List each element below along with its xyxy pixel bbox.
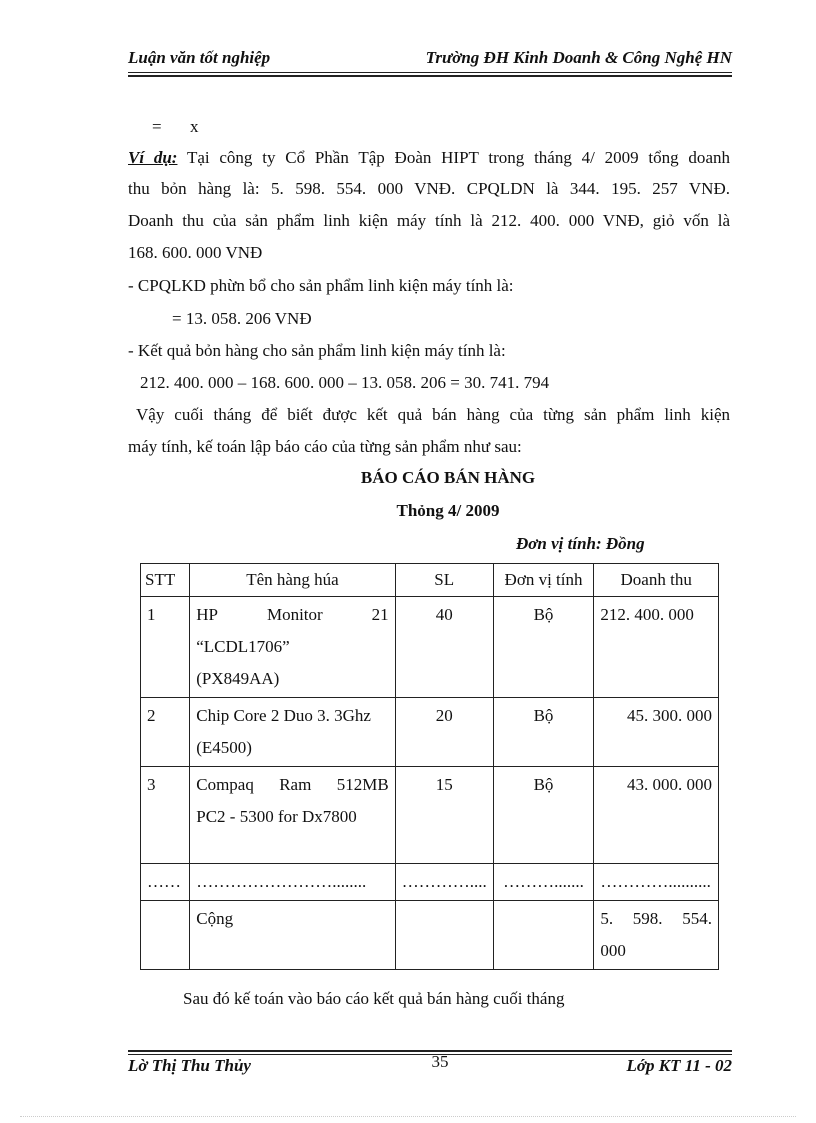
- row-1-name-line-1: [196, 599, 388, 631]
- row-3-name-word-1: Compaq: [196, 775, 254, 794]
- total-part-1: 5.: [600, 909, 614, 928]
- row-ellipsis-unit: ……….......: [493, 864, 594, 901]
- page-header: [128, 48, 732, 74]
- row-3-qty: 15: [395, 767, 493, 864]
- footer-class: Lớp KT 11 - 02: [626, 1056, 732, 1075]
- col-header-stt: STT: [141, 564, 190, 597]
- result-calculation: 212. 400. 000 – 168. 600. 000 – 13. 058. 206 = 30. 741. 794: [140, 373, 550, 392]
- row-3-name: [190, 767, 395, 864]
- cpqlkd-value: = 13. 058. 206 VNĐ: [172, 309, 312, 328]
- row-1-unit: Bộ: [493, 597, 594, 698]
- table-row: [141, 597, 719, 698]
- row-1-name-line-2: “LCDL1706”: [196, 637, 290, 656]
- row-3-name-line-2: PC2 - 5300 for Dx7800: [196, 807, 357, 826]
- col-header-revenue: Doanh thu: [594, 564, 719, 597]
- row-2-stt: 2: [141, 698, 190, 767]
- table-total-row: [141, 901, 719, 970]
- example-line-3: Doanh thu của sản phẩm linh kiện máy tính là 212. 400. 000 VNĐ, giỏ vốn là: [128, 211, 730, 230]
- table-header-row: [141, 564, 719, 597]
- example-line-1-text: Tại công ty Cổ Phần Tập Đoàn HIPT trong tháng 4/ 2009 tổng doanh: [186, 148, 730, 167]
- row-2-unit: Bộ: [493, 698, 594, 767]
- header-thesis-title: Luận văn tốt nghiệp: [128, 48, 271, 67]
- row-2-name-line-2: (E4500): [196, 738, 252, 757]
- formula-equals: =: [152, 117, 162, 136]
- row-ellipsis-stt: ……: [141, 864, 190, 901]
- report-title: BÁO CÁO BÁN HÀNG: [360, 468, 536, 487]
- row-1-name-word-1: HP: [196, 605, 218, 624]
- row-1-stt: 1: [141, 597, 190, 698]
- row-3-unit: Bộ: [493, 767, 594, 864]
- header-rule-thin: [128, 72, 732, 73]
- header-university: Trường ĐH Kinh Doanh & Công Nghệ HN: [425, 48, 732, 67]
- row-1-name-word-3: 21: [371, 605, 389, 624]
- sales-report-table: [140, 563, 719, 970]
- example-line-4: 168. 600. 000 VNĐ: [128, 243, 263, 262]
- example-line-1: [128, 147, 730, 169]
- row-1-name-word-2: Monitor: [266, 605, 323, 624]
- closing-line-1: Vậy cuối tháng để biết được kết quả bán hàng của từng sản phẩm linh kiện: [136, 405, 730, 424]
- table-row: [141, 767, 719, 864]
- page-number: 35: [431, 1052, 449, 1071]
- row-2-name-line-1: Chip Core 2 Duo 3. 3Ghz: [196, 706, 371, 725]
- row-ellipsis-qty: …………....: [395, 864, 493, 901]
- row-3-stt: 3: [141, 767, 190, 864]
- total-revenue-line-2: 000: [600, 941, 626, 960]
- row-1-name-line-3: (PX849AA): [196, 669, 280, 688]
- col-header-unit: Đơn vị tính: [493, 564, 594, 597]
- total-revenue: [594, 901, 719, 970]
- total-part-2: 598.: [632, 909, 663, 928]
- report-unit: Đơn vị tính: Đồng: [516, 534, 645, 553]
- header-rule-thick: [128, 75, 732, 77]
- row-1-revenue: 212. 400. 000: [594, 597, 719, 698]
- formula-multiply: x: [190, 117, 199, 136]
- total-stt-empty: [141, 901, 190, 970]
- table-row: [141, 864, 719, 901]
- col-header-name: Tên hàng húa: [190, 564, 395, 597]
- row-3-name-word-3: 512MB: [336, 775, 389, 794]
- total-revenue-line-1: [600, 903, 712, 935]
- page-bottom-divider: [20, 1116, 796, 1117]
- row-2-qty: 20: [395, 698, 493, 767]
- after-table-text: Sau đó kế toán vào báo cáo kết quả bán hàng cuối tháng: [183, 989, 565, 1008]
- row-ellipsis-revenue: …………..........: [594, 864, 719, 901]
- row-3-name-line-1: [196, 769, 388, 801]
- example-label: Ví dụ:: [128, 148, 178, 167]
- footer-author: Lờ Thị Thu Thủy: [128, 1056, 251, 1075]
- total-part-3: 554.: [682, 909, 712, 928]
- total-qty-empty: [395, 901, 493, 970]
- total-label: Cộng: [190, 901, 395, 970]
- total-unit-empty: [493, 901, 594, 970]
- row-3-name-word-2: Ram: [279, 775, 312, 794]
- result-line: - Kết quả bỏn hàng cho sản phẩm linh kiện máy tính là:: [128, 341, 506, 360]
- row-3-revenue: 43. 000. 000: [594, 767, 719, 864]
- row-2-revenue: 45. 300. 000: [594, 698, 719, 767]
- col-header-qty: SL: [395, 564, 493, 597]
- row-2-name: [190, 698, 395, 767]
- row-ellipsis-name: ……………………........: [190, 864, 395, 901]
- example-line-2: thu bỏn hàng là: 5. 598. 554. 000 VNĐ. CPQLDN là 344. 195. 257 VNĐ.: [128, 179, 730, 198]
- report-period: Thỏng 4/ 2009: [396, 501, 500, 520]
- closing-line-2: máy tính, kế toán lập báo cáo của từng sản phẩm như sau:: [128, 437, 522, 456]
- row-1-qty: 40: [395, 597, 493, 698]
- row-1-name: [190, 597, 395, 698]
- table-row: [141, 698, 719, 767]
- cpqlkd-line: - CPQLKD phừn bổ cho sản phẩm linh kiện máy tính là:: [128, 276, 514, 295]
